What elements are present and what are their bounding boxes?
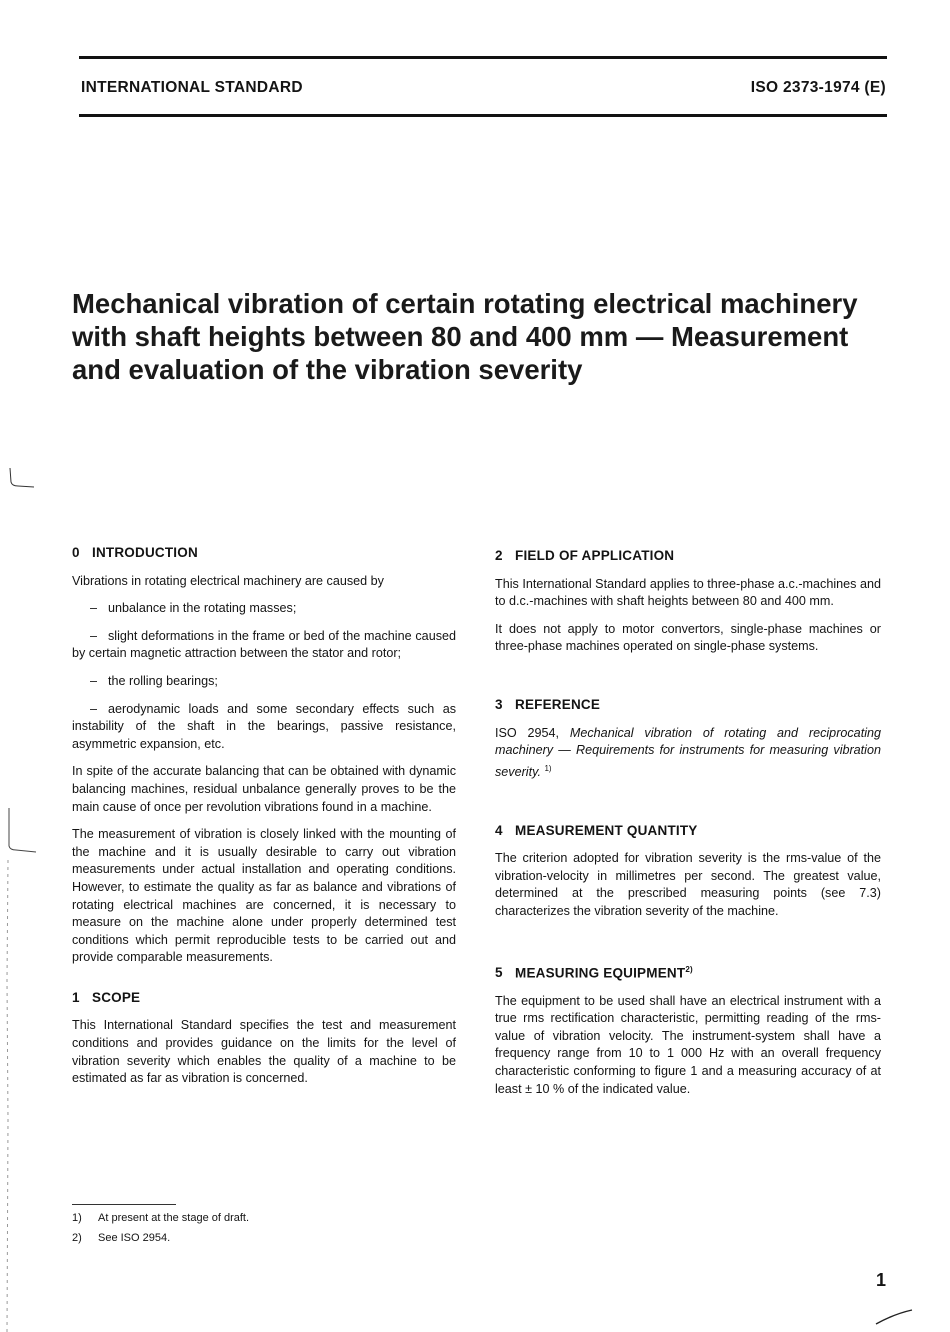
footnote-ref-2: 2) [685,964,693,974]
list-item-text: aerodynamic loads and some secondary effects such as instability of the shaft in the bearings, passive resistance, asymmetric expansion, etc. [72,701,456,751]
section-heading-reference [495,696,881,714]
footnote-number: 1) [72,1212,82,1224]
section-heading-introduction [72,544,456,562]
field-paragraph-1: This International Standard applies to three-phase a.c.-machines and to d.c.-machines with shaft heights between 80 and 400 mm. [495,576,881,609]
header-standard-label: INTERNATIONAL STANDARD [81,79,303,96]
document-title: Mechanical vibration of certain rotating electrical machinery with shaft heights between 80 and 400 mm — Measurement and evaluation of the vibration severity [72,288,858,385]
section-title: MEASURING EQUIPMENT [515,965,686,980]
section-heading-scope [72,989,456,1007]
section-number: 4 [495,822,503,838]
section-number: 0 [72,545,80,560]
footnote-text: See ISO 2954. [98,1232,171,1244]
margin-mark-middle [6,806,40,856]
reference-paragraph [495,725,881,782]
footnote-item [72,1228,249,1248]
section-title: SCOPE [92,989,141,1005]
list-item-text: unbalance in the rotating masses; [108,601,297,616]
section-number: 3 [495,696,503,712]
corner-stroke-mark [870,1300,920,1330]
dash-bullet: – [90,701,98,716]
scope-paragraph: This International Standard specifies the test and measurement conditions and provides guidance on the limits for the level of vibration severity which enables the quality of a machine to be estimated as far as vibration is concerned. [72,1018,456,1086]
equipment-paragraph: The equipment to be used shall have an electrical instrument with a true rms rectification characteristic, permitting reading of the rms-value of vibration velocity. The instrument-system shall have a frequency range from 10 to 1 000 Hz with an overall frequency characteristic conforming to figure 1 and a measuring accuracy of at least ± 10 % of the indicated value. [495,993,881,1096]
section-heading-measuring-equipment [495,961,881,982]
intro-lead: Vibrations in rotating electrical machinery are caused by [72,573,384,588]
list-item [72,673,456,691]
header-top-rule [79,56,887,59]
intro-paragraph-3: The measurement of vibration is closely linked with the mounting of the machine and it is usually desirable to carry out vibration measurements under actual installation and operating conditions. However, to estimate the quality as far as balance and vibrations of rotating electrical machines are concerned, it is necessary to measure on the machine alone under properly determined test conditions which permit reproducible tests to be carried out and provide comparable measurements. [72,827,456,965]
footnote-text: At present at the stage of draft. [98,1212,250,1224]
section-number: 1 [72,989,80,1005]
section-heading-field-of-application [495,547,881,565]
section-title: INTRODUCTION [92,545,198,560]
left-column [72,544,456,1098]
dash-bullet: – [90,601,98,616]
list-item [72,701,456,754]
section-number: 5 [495,965,503,980]
intro-paragraph-2: In spite of the accurate balancing that can be obtained with dynamic balancing machines, residual unbalance generally proves to be the main cause of once per revolution vibrations found in a machine. [72,764,456,814]
footnote-item [72,1208,249,1228]
margin-edge-line [0,860,10,1332]
list-item [72,600,456,618]
header-bottom-rule [79,114,887,117]
section-heading-measurement-quantity [495,822,881,840]
footnote-ref-1: 1) [544,763,552,773]
footnote-rule [72,1204,176,1205]
list-item-text: the rolling bearings; [108,673,218,688]
list-item-text: slight deformations in the frame or bed of the machine caused by certain magnetic attraction between the stator and rotor; [72,628,456,661]
margin-mark-top [6,466,36,490]
section-title: FIELD OF APPLICATION [515,548,675,563]
header-document-id: ISO 2373-1974 (E) [750,79,886,96]
page-number: 1 [875,1270,886,1290]
section-number: 2 [495,548,503,563]
field-paragraph-2: It does not apply to motor convertors, single-phase machines or three-phase machines operated on single-phase systems. [495,621,881,654]
reference-title: Mechanical vibration of rotating and reciprocating machinery — Requirements for instruments for measuring vibration severity. [495,725,881,779]
footnotes [72,1208,249,1248]
dash-bullet: – [90,628,98,643]
list-item [72,628,456,663]
right-column [495,547,881,1108]
dash-bullet: – [90,673,98,688]
footnote-number: 2) [72,1232,82,1244]
quantity-paragraph: The criterion adopted for vibration severity is the rms-value of the vibration-velocity in millimetres per second. The greatest value, determined at the prescribed measuring points (see 7.3) characterizes the vibration severity of the machine. [495,851,881,918]
section-title: REFERENCE [515,696,601,712]
section-title: MEASUREMENT QUANTITY [515,822,698,838]
reference-standard-id: ISO 2954, [495,725,560,740]
